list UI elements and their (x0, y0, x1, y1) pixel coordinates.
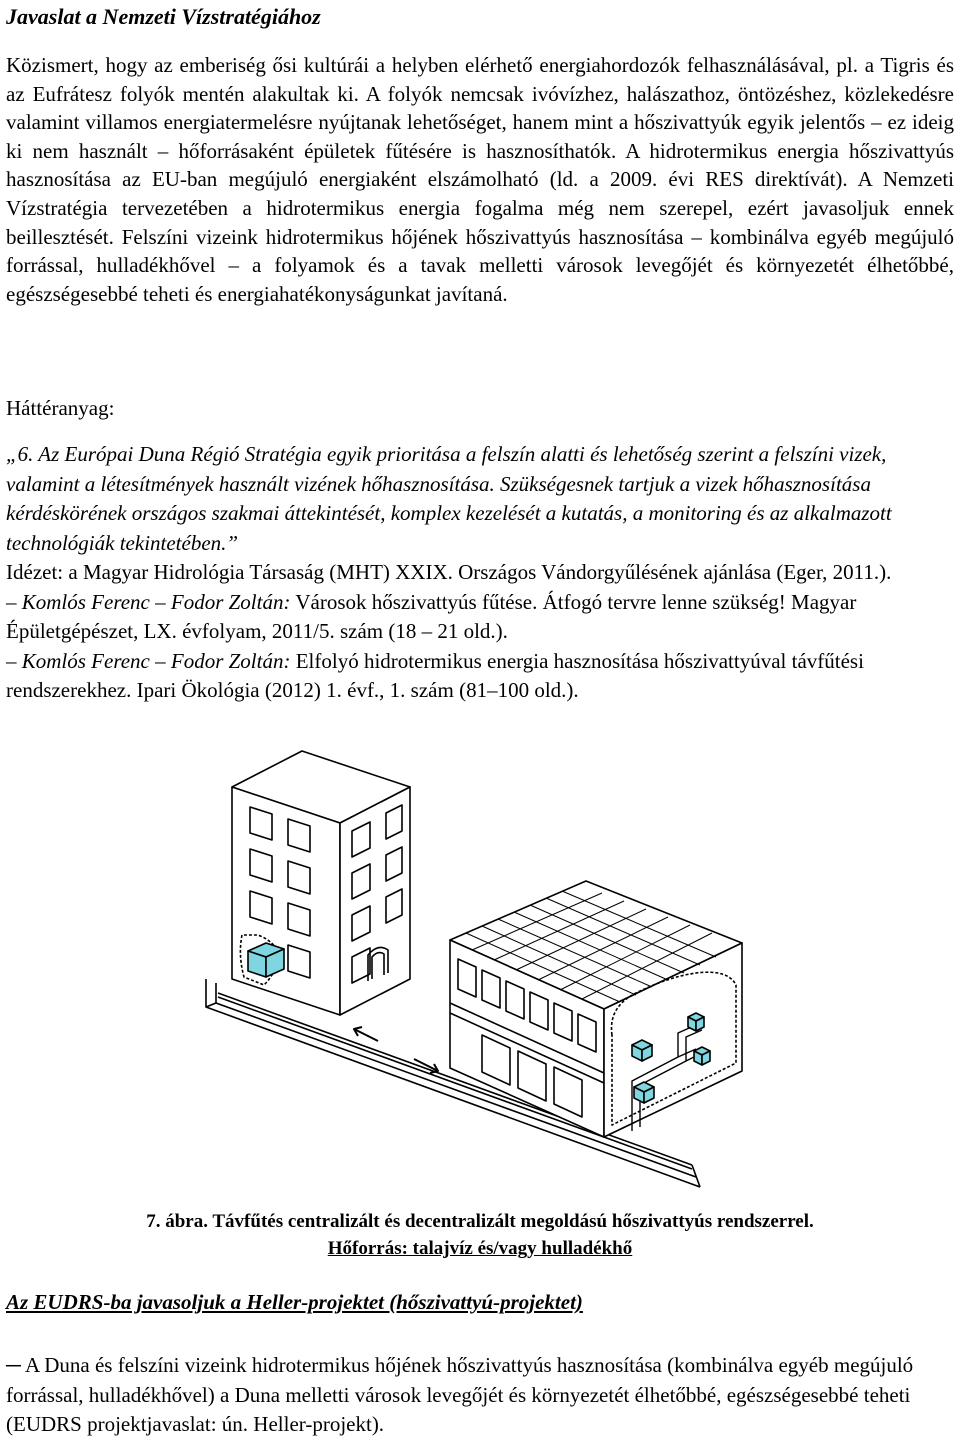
reference-item (6, 588, 954, 647)
figure-caption-line1: 7. ábra. Távfűtés centralizált és decentralizált megoldású hőszivattyús rendszerrel. (146, 1211, 814, 1232)
intro-text: Közismert, hogy az emberiség ősi kultúrái a helyben elérhető energiahordozók felhasználásával, pl. a Tigris és az Eufrátesz folyók mentén alakultak ki. A folyók nemcsak ivóvízhez, halászathoz, öntözéshez, közlekedésre valamint villamos energiatermelésre nyújtanak lehetőséget, hanem mint a hőszivattyúk egyik jelentős – ez ideig ki nem használt – hőforrásaként épületek fűtésére is hasznosíthatók. A hidrotermikus energia hőszivattyús hasznosítása az EU-ban megújuló energiaként elszámolható (ld. a 2009. évi RES direktívát). A Nemzeti Vízstratégia tervezetében a hidrotermikus energia fogalma még nem szerepel, ezért javasoljuk ennek beillesztését. Felszíni vizeink hidrotermikus hőjének hőszivattyús hasznosítása – kombinálva egyéb megújuló forrással, hulladékhővel – a folyamok és a tavak melletti városok levegőjét és környezetét élhetőbbé, egészségesebbé teheti és energiahatékonyságunkat javítaná. (6, 53, 954, 306)
reference-dash: – (6, 589, 22, 614)
figure-caption-line2: Hőforrás: talajvíz és/vagy hulladékhő (327, 1238, 633, 1259)
background-quote: „6. Az Európai Duna Régió Stratégia egyik prioritása a felszín alatti és lehetőség szerint a felszíni vizek, valamint a létesítmények használt vizének hőhasznosítása. Szükségesnek tartjuk a vizek hőhasznosítása kérdéskörének országos szakmai áttekintését, komplex kezelését a kutatás, a monitoring és az alkalmazott technológiák tekintetében.” (6, 442, 892, 555)
intro-paragraph (6, 51, 954, 308)
district-heating-figure (6, 745, 954, 1205)
commercial-building (450, 881, 742, 1137)
eudrs-title: Az EUDRS-ba javasoljuk a Heller-projektet (hőszivattyú-projektet) (6, 1290, 583, 1314)
background-label: Háttéranyag: (6, 396, 115, 420)
eudrs-proposal: ─ A Duna és felszíni vizeink hidrotermikus hőjének hőszivattyús hasznosítása (kombinálva egyéb megújuló forrással, hulladékhővel) a Duna melletti városok levegőjét és környezetét élhetőbbé, egészségesebbé teheti (EUDRS projektjavaslat: ún. Heller-projekt). (6, 1353, 914, 1436)
figure-caption (6, 1208, 954, 1262)
reference-authors: Komlós Ferenc – Fodor Zoltán: (21, 648, 291, 673)
reference-item (6, 647, 954, 706)
background-section (6, 440, 954, 706)
reference-dash: – (6, 648, 22, 673)
background-citation: Idézet: a Magyar Hidrológia Társaság (MHT) XXIX. Országos Vándorgyűlésének ajánlása (Eger, 2011.). (6, 560, 892, 584)
residential-building (232, 751, 410, 1015)
reference-title: Városok hőszivattyús fűtése. Átfogó tervre lenne szükség! Magyar Épületgépészet, LX. évfolyam, 2011/5. szám (18 – 21 old.). (6, 589, 857, 643)
page-heading: Javaslat a Nemzeti Vízstratégiához (6, 4, 321, 29)
reference-authors: Komlós Ferenc – Fodor Zoltán: (21, 589, 291, 614)
document-page (6, 0, 954, 1436)
heat-pump-unit (248, 943, 284, 977)
district-heating-illustration (6, 745, 954, 1205)
reference-title: Elfolyó hidrotermikus energia hasznosítása hőszivattyúval távfűtési rendszerekhez. Ipari Ökológia (2012) 1. évf., 1. szám (81–100 old.). (6, 648, 864, 702)
